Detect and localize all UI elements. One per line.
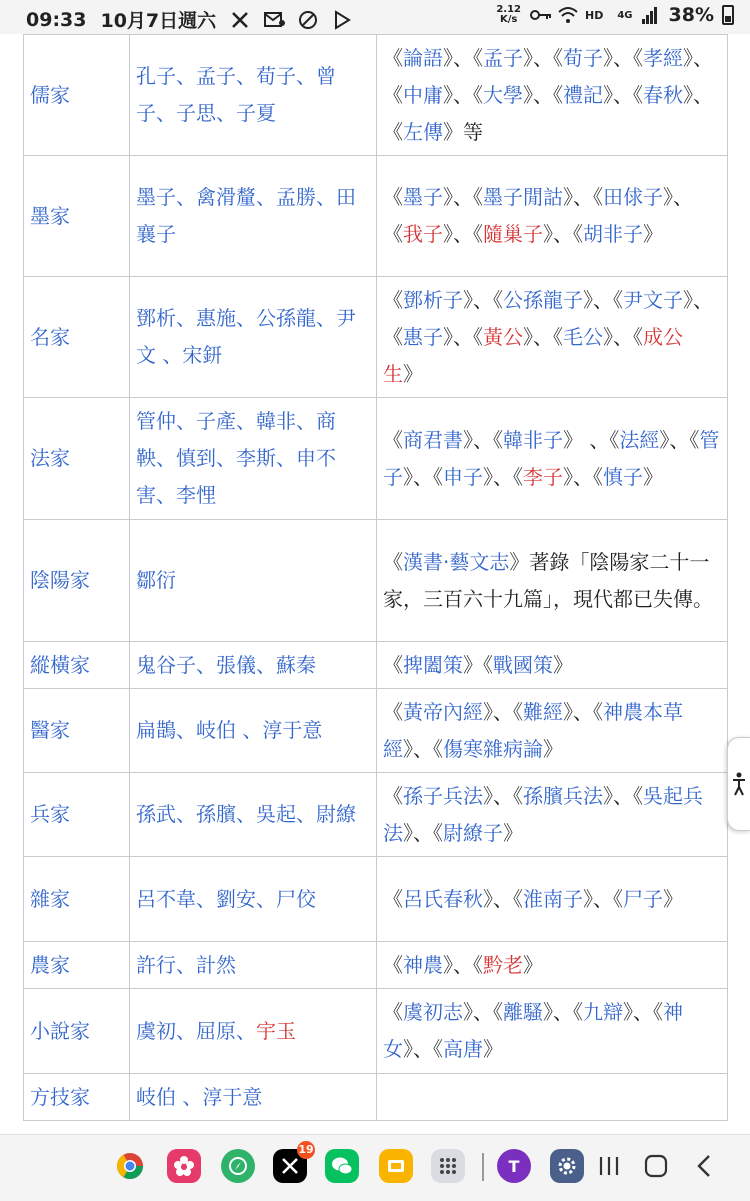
works-text: 》等 — [443, 119, 483, 144]
representatives-cell — [130, 773, 377, 857]
works-cell — [377, 773, 728, 857]
school-cell — [24, 689, 130, 773]
school-link[interactable]: 縱橫家 — [30, 652, 90, 677]
works-text: 》 — [643, 464, 663, 489]
works-text: 》、《 — [603, 324, 643, 349]
table-row — [24, 277, 728, 398]
table-row — [24, 942, 728, 989]
works-text: 《 — [383, 427, 403, 452]
school-link[interactable]: 雜家 — [30, 886, 70, 911]
table-row — [24, 689, 728, 773]
recents-button[interactable] — [594, 1151, 624, 1181]
works-cell — [377, 857, 728, 942]
table-row — [24, 1074, 728, 1121]
book-link[interactable]: 尹文子 — [623, 287, 683, 312]
person-link[interactable]: 虞初、屈原、 — [136, 1018, 256, 1043]
school-cell — [24, 398, 130, 520]
works-text: 》、《 — [603, 82, 643, 107]
book-link[interactable]: 虞初志 — [403, 1000, 463, 1024]
wifi-icon — [557, 5, 577, 25]
book-link[interactable]: 胡非子 — [583, 222, 643, 246]
book-link[interactable]: 韓非子 — [503, 427, 563, 452]
book-link[interactable]: 鄧析子 — [403, 287, 463, 312]
missing-page-link[interactable]: 成公生 — [383, 324, 683, 386]
works-text: 》、《 — [603, 783, 643, 808]
works-text: 》、《 — [543, 222, 583, 246]
representatives-cell — [130, 689, 377, 773]
school-link[interactable]: 兵家 — [30, 802, 70, 826]
works-text: 》 — [553, 652, 573, 677]
representatives-cell — [130, 156, 377, 277]
accessibility-icon — [731, 771, 747, 797]
table-row — [24, 520, 728, 642]
works-text: 》 — [523, 952, 543, 977]
wechat-icon[interactable] — [325, 1149, 359, 1183]
chrome-icon[interactable] — [113, 1149, 147, 1183]
book-link[interactable]: 漢書·藝文志 — [403, 549, 510, 574]
works-text: 》、《 — [543, 1000, 583, 1024]
school-link[interactable]: 儒家 — [30, 82, 70, 107]
works-cell — [377, 689, 728, 773]
representatives-cell — [130, 35, 377, 156]
x-icon — [230, 10, 250, 30]
works-text: 》、《 — [563, 185, 603, 209]
book-link[interactable]: 捭闔策 — [403, 652, 463, 677]
book-link[interactable]: 申子 — [443, 464, 483, 489]
works-text: 》 、《 — [563, 427, 620, 452]
school-cell — [24, 857, 130, 942]
signal-icon — [641, 5, 661, 25]
works-text: 《 — [383, 952, 403, 977]
book-link[interactable]: 商君書 — [403, 427, 463, 452]
book-link[interactable]: 惠子 — [403, 324, 443, 349]
status-bar — [0, 0, 750, 34]
representatives-cell — [130, 989, 377, 1074]
works-text: 》、《 — [383, 185, 693, 246]
book-link[interactable]: 左傳 — [403, 119, 443, 144]
missing-page-link[interactable]: 黔老 — [483, 952, 523, 977]
book-link[interactable]: 九辯 — [583, 1000, 623, 1024]
book-link[interactable]: 毛公 — [563, 324, 603, 349]
book-link[interactable]: 傷寒雜病論 — [443, 736, 543, 761]
works-text: 》、《 — [383, 82, 713, 144]
works-text: 》、《 — [463, 1000, 503, 1024]
works-text: 》、《 — [403, 1037, 443, 1061]
works-cell — [377, 35, 728, 156]
book-link[interactable]: 尉繚子 — [443, 820, 503, 845]
representatives-cell — [130, 857, 377, 942]
representatives-cell — [130, 1074, 377, 1121]
app-drawer-icon[interactable] — [431, 1149, 465, 1183]
person-link[interactable]: 孫武、孫臏、吳起、尉繚 — [136, 802, 356, 826]
net-speed-unit: K/s — [499, 14, 518, 25]
works-cell — [377, 520, 728, 642]
table-row — [24, 642, 728, 689]
book-link[interactable]: 孝經 — [643, 45, 683, 70]
school-cell — [24, 942, 130, 989]
person-link[interactable]: 管仲、子產、韓非、商鞅、慎到、李斯、申不害、李悝 — [136, 409, 336, 507]
settings-icon[interactable] — [550, 1149, 584, 1183]
works-text: 》 — [663, 886, 683, 911]
book-link[interactable]: 田俅子 — [603, 185, 663, 209]
works-text: 》、《 — [443, 324, 483, 349]
school-cell — [24, 35, 130, 156]
t-app-letter: T — [508, 1156, 520, 1176]
net-speed — [496, 5, 521, 25]
book-link[interactable]: 高唐 — [443, 1037, 483, 1061]
book-link[interactable]: 荀子 — [563, 45, 603, 70]
missing-page-link[interactable]: 我子 — [403, 222, 443, 246]
works-text: 》、《 — [443, 952, 483, 977]
book-link[interactable]: 法經 — [619, 427, 660, 452]
works-cell — [377, 1074, 728, 1121]
table-row — [24, 989, 728, 1074]
school-cell — [24, 156, 130, 277]
works-text: 》、《 — [583, 886, 623, 911]
missing-page-link[interactable]: 宇玉 — [256, 1018, 296, 1043]
network-type: HD — [585, 8, 604, 22]
works-text: 》 — [483, 1037, 503, 1061]
works-cell — [377, 642, 728, 689]
table-row — [24, 156, 728, 277]
missing-page-link[interactable]: 隨巢子 — [483, 222, 543, 246]
works-text: 》、《 — [403, 736, 443, 761]
works-text: 《 — [383, 886, 403, 911]
notification-badge: 19 — [297, 1141, 315, 1159]
works-text: 》、《 — [443, 45, 483, 70]
mail-icon — [264, 10, 284, 30]
works-text: 》 — [503, 820, 523, 845]
gallery-icon[interactable] — [379, 1149, 413, 1183]
works-text: 》、《 — [443, 222, 483, 246]
school-cell — [24, 989, 130, 1074]
book-link[interactable]: 中庸 — [403, 82, 443, 107]
works-cell — [377, 398, 728, 520]
table-row — [24, 35, 728, 156]
representatives-cell — [130, 642, 377, 689]
works-text: 》著錄「陰陽家二十一家，三百六十九篇」，現代都已失傳。 — [383, 549, 713, 611]
works-cell — [377, 989, 728, 1074]
works-text: 》、《 — [483, 783, 523, 808]
works-cell — [377, 156, 728, 277]
works-text: 》、《 — [563, 699, 603, 724]
book-link[interactable]: 神女 — [383, 1000, 683, 1061]
book-link[interactable]: 墨子閒詁 — [483, 185, 563, 209]
works-text: 》 — [643, 222, 663, 246]
person-link[interactable]: 鬼谷子、張儀、蘇秦 — [136, 652, 316, 677]
works-text: 》、《 — [383, 45, 713, 107]
book-link[interactable]: 淮南子 — [523, 886, 583, 911]
home-icon — [643, 1153, 669, 1179]
schools-table — [23, 34, 728, 1121]
school-cell — [24, 1074, 130, 1121]
book-link[interactable]: 大學 — [483, 82, 523, 107]
works-text: 》、《 — [523, 82, 563, 107]
book-link[interactable]: 孫子兵法 — [403, 783, 483, 808]
table-row — [24, 857, 728, 942]
representatives-cell — [130, 398, 377, 520]
works-text: 》、《 — [603, 45, 643, 70]
status-time: 09:33 — [26, 8, 87, 31]
works-text: 《 — [383, 699, 403, 724]
works-text: 《 — [383, 45, 403, 70]
book-link[interactable]: 黃帝內經 — [403, 699, 483, 724]
representatives-cell — [130, 520, 377, 642]
back-icon — [693, 1153, 715, 1179]
works-text: 》、《 — [483, 886, 523, 911]
works-text: 《 — [383, 1000, 403, 1024]
person-link[interactable]: 岐伯 、淳于意 — [136, 1084, 263, 1109]
signal-label: 4G — [617, 9, 633, 21]
book-link[interactable]: 慎子 — [603, 464, 643, 489]
home-button[interactable] — [641, 1151, 671, 1181]
play-icon — [332, 10, 352, 30]
book-link[interactable]: 禮記 — [563, 82, 603, 107]
school-cell — [24, 277, 130, 398]
missing-page-link[interactable]: 李子 — [523, 464, 563, 489]
book-link[interactable]: 神農 — [403, 952, 443, 977]
works-text: 《 — [383, 549, 403, 574]
person-link[interactable]: 呂不韋、劉安、尸佼 — [136, 886, 316, 911]
works-text: 》、《 — [403, 464, 443, 489]
school-link[interactable]: 名家 — [30, 324, 70, 349]
school-link[interactable]: 法家 — [30, 446, 70, 470]
battery-icon — [722, 5, 734, 25]
works-text: 》、《 — [463, 287, 503, 312]
back-button[interactable] — [689, 1151, 719, 1181]
representatives-cell — [130, 942, 377, 989]
person-link[interactable]: 鄧析、惠施、公孫龍、尹文 、宋鈃 — [136, 306, 356, 367]
table-row — [24, 773, 728, 857]
person-link[interactable]: 孔子、孟子、荀子、曾子、子思、子夏 — [136, 64, 336, 125]
book-link[interactable]: 論語 — [403, 45, 443, 70]
book-link[interactable]: 公孫龍子 — [503, 287, 583, 312]
works-text: 》 — [403, 361, 423, 386]
book-link[interactable]: 孫臏兵法 — [523, 783, 603, 808]
x-app-icon[interactable] — [273, 1143, 314, 1183]
works-text: 》 — [543, 736, 563, 761]
works-text: 》、《 — [523, 324, 563, 349]
person-link[interactable]: 許行、計然 — [136, 952, 236, 977]
works-text: 《 — [383, 287, 403, 312]
t-app-icon[interactable] — [497, 1149, 531, 1183]
book-link[interactable]: 管子 — [383, 427, 720, 489]
works-text: 》、《 — [563, 464, 603, 489]
school-link[interactable]: 醫家 — [30, 718, 70, 742]
net-speed-value: 2.12 — [496, 4, 521, 15]
article-content — [0, 34, 750, 1134]
representatives-cell — [130, 277, 377, 398]
school-link[interactable]: 農家 — [30, 952, 70, 977]
works-text: 《 — [383, 185, 403, 209]
book-link[interactable]: 神農本草經 — [383, 699, 683, 761]
works-text: 《 — [383, 652, 403, 677]
book-link[interactable]: 吳起兵法 — [383, 783, 703, 845]
works-text: 》、《 — [523, 45, 563, 70]
blossom-app-icon[interactable] — [167, 1149, 201, 1183]
school-link[interactable]: 陰陽家 — [30, 568, 90, 592]
person-link[interactable]: 扁鵲、岐伯 、淳于意 — [136, 718, 323, 742]
works-cell — [377, 277, 728, 398]
school-link[interactable]: 墨家 — [30, 203, 70, 228]
table-row — [24, 398, 728, 520]
school-cell — [24, 642, 130, 689]
school-link[interactable]: 小說家 — [30, 1018, 90, 1043]
person-link[interactable]: 墨子、禽滑釐、孟勝、田襄子 — [136, 185, 356, 246]
key-icon — [529, 5, 549, 25]
works-text: 《 — [383, 783, 403, 808]
recents-icon — [596, 1154, 622, 1178]
navigation-bar — [0, 1134, 750, 1201]
status-date: 10月7日週六 — [100, 10, 217, 32]
school-cell — [24, 773, 130, 857]
book-link[interactable]: 春秋 — [643, 82, 683, 107]
works-text: 》、《 — [443, 82, 483, 107]
compass-app-icon[interactable] — [221, 1149, 255, 1183]
book-link[interactable]: 離騷 — [503, 1000, 543, 1024]
book-link[interactable]: 尸子 — [623, 886, 663, 911]
works-text: 》、《 — [403, 820, 443, 845]
works-text: 》、《 — [383, 287, 713, 349]
book-link[interactable]: 呂氏春秋 — [403, 886, 483, 911]
works-text: 》、《 — [659, 427, 700, 452]
school-link[interactable]: 方技家 — [30, 1084, 90, 1109]
book-link[interactable]: 戰國策 — [493, 652, 553, 677]
block-icon — [298, 10, 318, 30]
book-link[interactable]: 孟子 — [483, 45, 523, 70]
works-text: 》、《 — [463, 427, 503, 452]
works-text: 》《 — [463, 652, 493, 677]
works-text: 》、《 — [483, 464, 523, 489]
school-cell — [24, 520, 130, 642]
book-link[interactable]: 難經 — [523, 699, 563, 724]
works-text: 》、《 — [483, 699, 523, 724]
person-link[interactable]: 鄒衍 — [136, 568, 176, 592]
missing-page-link[interactable]: 黃公 — [483, 324, 523, 349]
works-text: 》、《 — [583, 287, 623, 312]
battery-percent: 38% — [668, 4, 714, 26]
works-cell — [377, 942, 728, 989]
works-text: 》、《 — [443, 185, 483, 209]
table-body — [24, 35, 728, 1121]
book-link[interactable]: 墨子 — [403, 185, 443, 209]
accessibility-button[interactable] — [727, 737, 750, 831]
dock-separator — [482, 1153, 484, 1181]
works-text: 》、《 — [623, 1000, 663, 1024]
